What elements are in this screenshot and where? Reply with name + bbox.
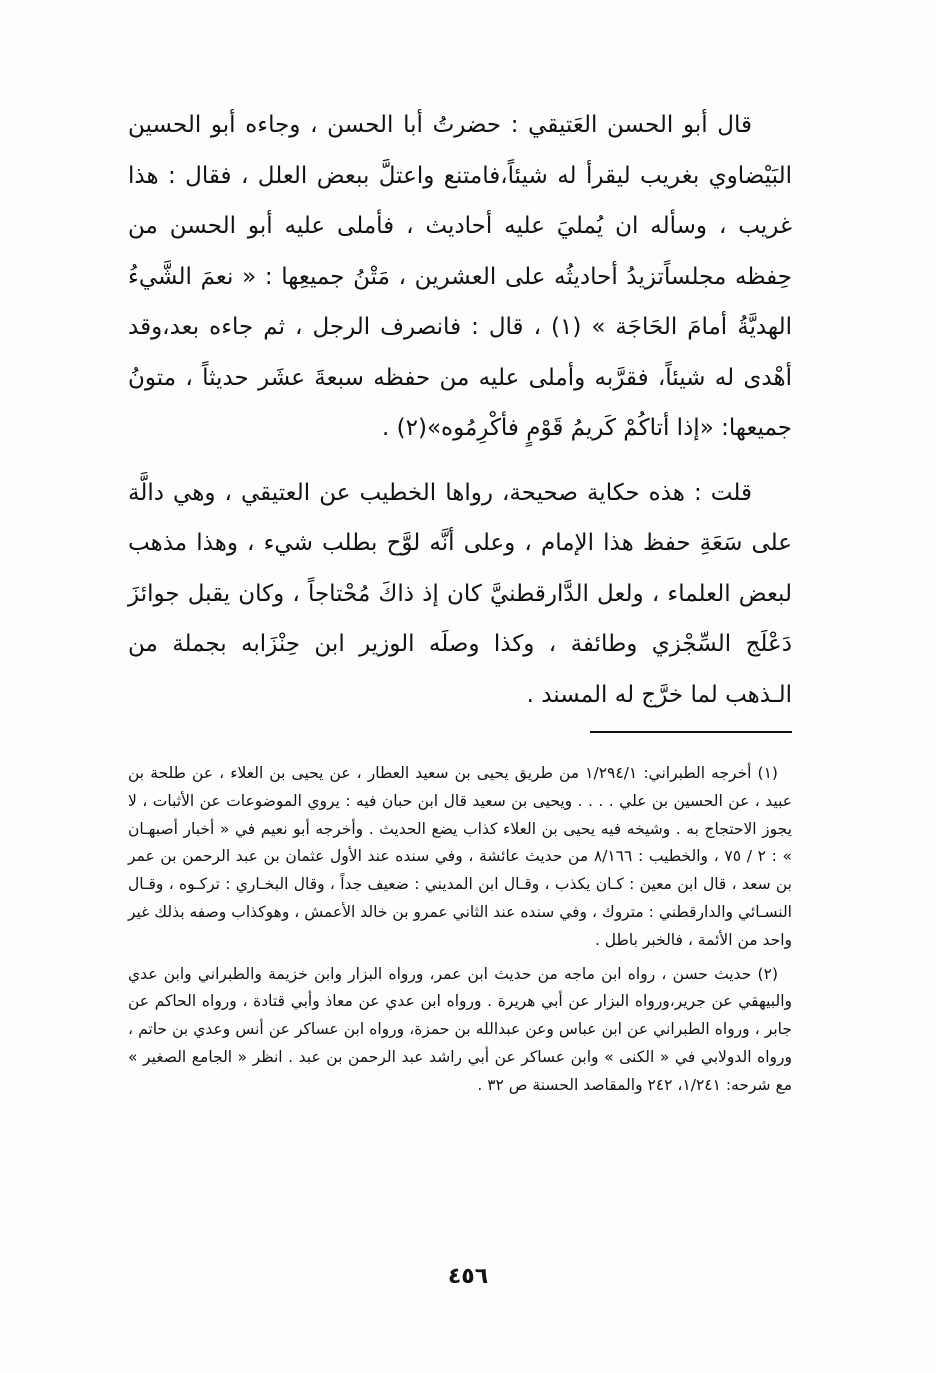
footnote-2: (٢) حديث حسن ، رواه ابن ماجه من حديث ابن عمر، ورواه البزار وابن خزيمة والطبراني وابن عدي والبيهقي عن جرير،ورواه البزار عن أبي هريرة . ورواه ابن عدي عن معاذ وأبي قتادة ، ورواه الحاكم عن جابر ، ورواه الطبراني عن ابن عباس وعن عبدالله بن حمزة، ورواه ابن عساكر عن أنس وعدي بن حاتم ، ورواه الدولابي في « الكنى » وابن عساكر عن أبي راشد عبد الرحمن بن عبد . انظر « الجامع الصغير » مع شرحه: ١/٢٤١، ٢٤٢ والمقاصد الحسنة ص ٣٢ . (128, 964, 792, 1094)
main-paragraph-2: قلت : هذه حكاية صحيحة، رواها الخطيب عن العتيقي ، وهي دالَّة على سَعَةِ حفظ هذا الإمام ، وعلى أنَّه لوَّح بطلب شيء ، وهذا مذهب لبعض العلماء ، ولعل الدَّارقطنيَّ كان إذ ذاكَ مُحْتاجاً ، وكان يقبل جوائزَ دَعْلَج السِّجْزي وطائفة ، وكذا وصلَه الوزير ابن حِنْزَابه بجملة من الـذهب لما خرَّج له المسند . (128, 479, 792, 708)
page-number: ٤٥٦ (447, 1264, 489, 1289)
main-paragraph-1: قال أبو الحسن العَتيقي : حضرتُ أبا الحسن ، وجاءه أبو الحسين البَيْضاوي بغريب ليقرأ له شيئاً،فامتنع واعتلَّ ببعض العلل ، فقال : هذا غريب ، وسأله ان يُمليَ عليه أحاديث ، فأملى عليه أبو الحسن من حِفظه مجلساًتزيدُ أحاديثُه على العشرين ، مَتْنُ جميعِها : « نعمَ الشَّيءُ الهديَّةُ أمامَ الحَاجَة » (١) ، قال : فانصرف الرجل ، ثم جاءه بعد،وقد أهْدى له شيئاً، فقرَّبه وأملى عليه من حفظه سبعةَ عشَر حديثاً ، متونُ جميعها: «إذا أتاكُمْ كَريمُ قَوْمٍ فأكْرِمُوه»(٢) . (128, 112, 793, 441)
footnote-1: (١) أخرجه الطبراني: ١/٢٩٤/١ من طريق يحيى بن سعيد العطار ، عن يحيى بن العلاء ، عن طلحة بن عبيد ، عن الحسين بن علي . . . . ويحيى بن سعيد قال ابن حبان فيه : يروي الموضوعات عن الأثبات ، لا يجوز الاحتجاج به . وشيخه فيه يحيى بن العلاء كذاب يضع الحديث . وأخرجه أبو نعيم في « أخبار أصبهـان » : ٢ / ٧٥ ، والخطيب : ٨/١٦٦ من حديث عائشة ، وفي سنده عند الأول عثمان بن عبد الرحمن بن عمر بن سعد ، قال ابن معين : كـان يكذب ، وقـال ابن المديني : ضعيف جداً ، وقال البخـاري : تركـوه ، وقـال النسـائي والدارقطني : متروك ، وفي سنده عند الثاني عمرو بن خالد الأعمش ، وهوكذاب وصفه بذلك غير واحد من الأئمة ، فالخبر باطل . (128, 764, 792, 949)
main-text-block (128, 100, 792, 720)
footnotes-block (128, 760, 792, 1100)
footnote-separator-rule (590, 731, 792, 733)
